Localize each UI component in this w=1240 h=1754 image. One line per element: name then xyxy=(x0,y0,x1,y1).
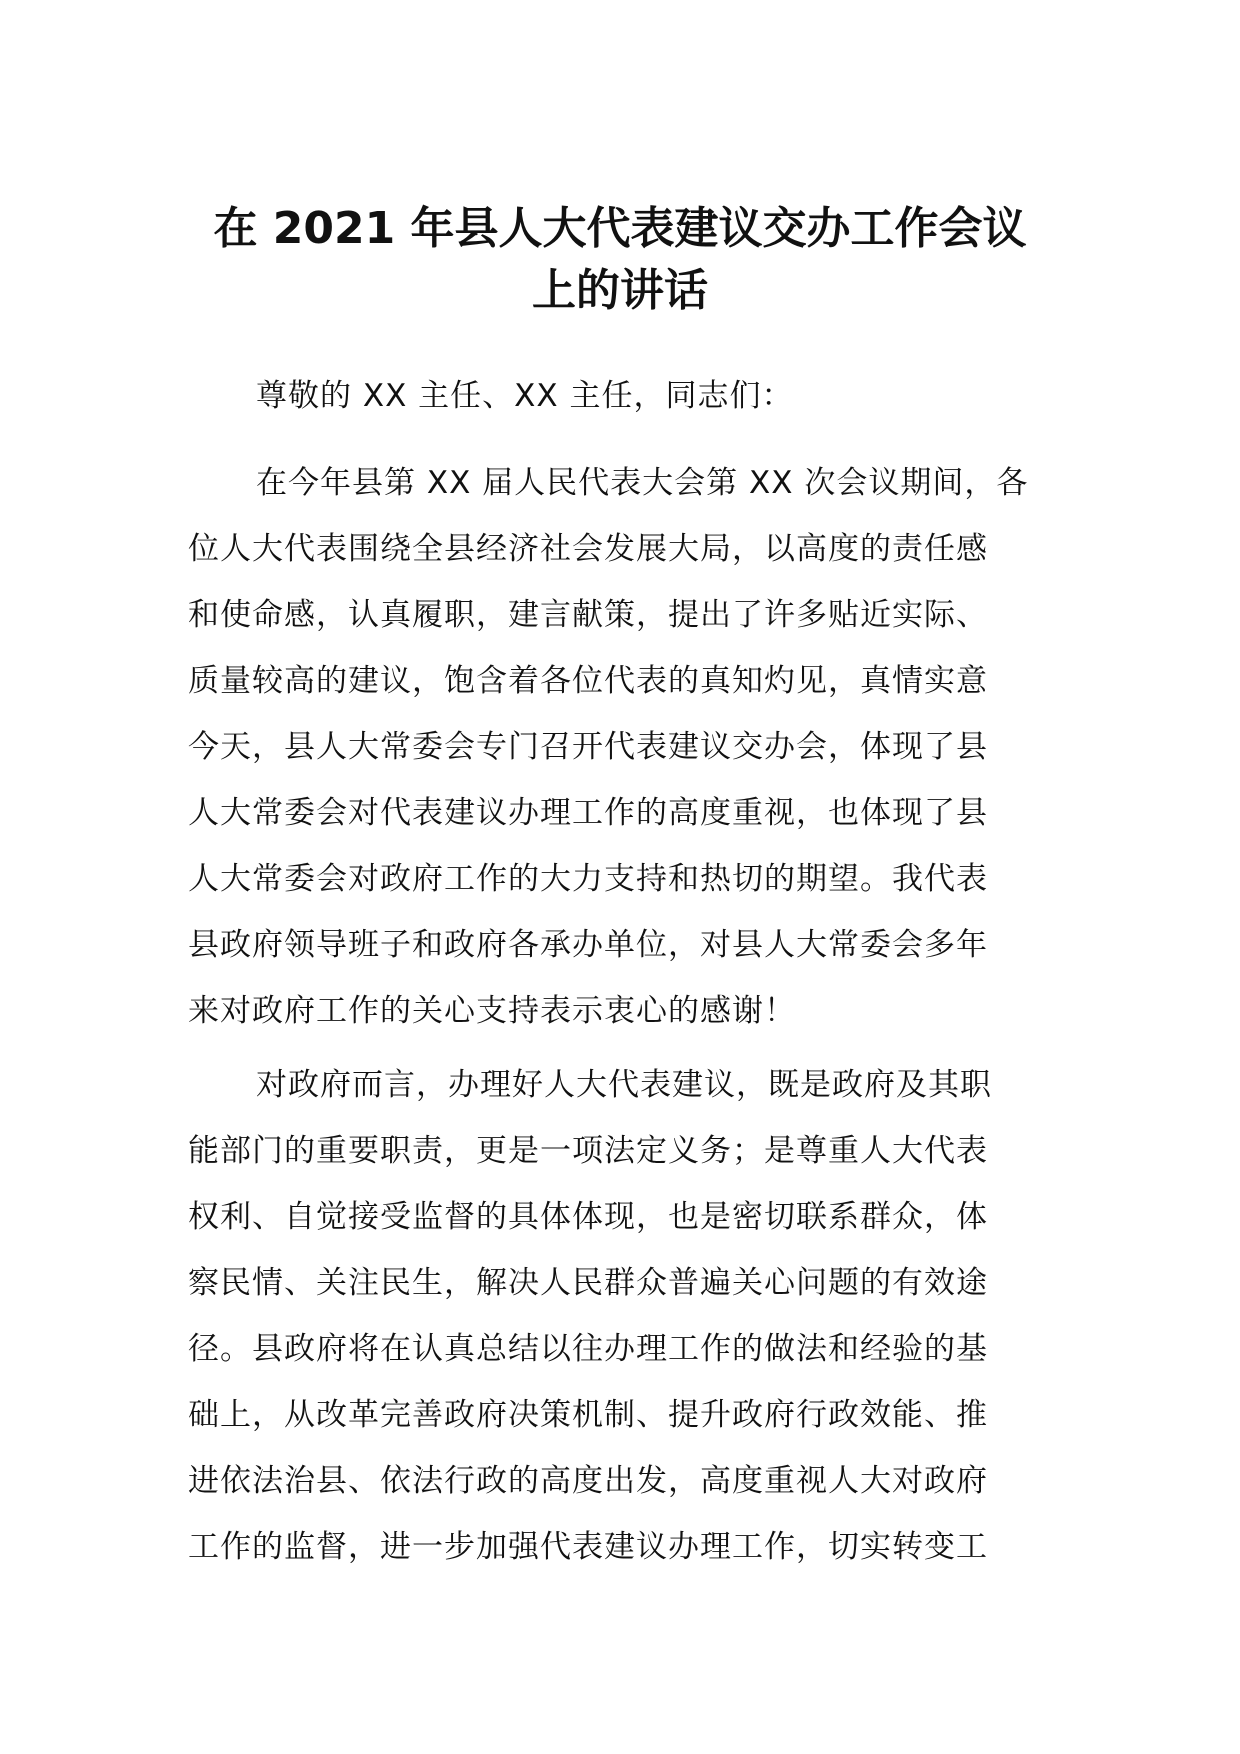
paragraph-line: 察民情、关注民生，解决人民群众普遍关心问题的有效途 xyxy=(188,1265,988,1301)
paragraph-line: 来对政府工作的关心支持表示衷心的感谢！ xyxy=(188,993,796,1029)
paragraph-line: 今天，县人大常委会专门召开代表建议交办会，体现了县 xyxy=(188,729,988,765)
title-line: 在 2021 年县人大代表建议交办工作会议 xyxy=(213,203,1027,254)
paragraph-line: 县政府领导班子和政府各承办单位，对县人大常委会多年 xyxy=(188,927,988,963)
paragraph-line: 质量较高的建议，饱含着各位代表的真知灼见，真情实意 xyxy=(188,663,988,699)
paragraph-2 xyxy=(188,1052,1058,1580)
paragraph-line: 础上，从改革完善政府决策机制、提升政府行政效能、推 xyxy=(188,1397,988,1433)
paragraph-line: 对政府而言，办理好人大代表建议，既是政府及其职 xyxy=(256,1067,992,1103)
paragraph-line: 权利、自觉接受监督的具体体现，也是密切联系群众，体 xyxy=(188,1199,988,1235)
paragraph-line: 进依法治县、依法行政的高度出发，高度重视人大对政府 xyxy=(188,1463,988,1499)
paragraph-line: 径。县政府将在认真总结以往办理工作的做法和经验的基 xyxy=(188,1331,988,1367)
paragraph-line: 工作的监督，进一步加强代表建议办理工作，切实转变工 xyxy=(188,1529,988,1565)
paragraph-line: 位人大代表围绕全县经济社会发展大局，以高度的责任感 xyxy=(188,531,988,567)
title-line: 上的讲话 xyxy=(532,265,708,316)
document-title xyxy=(185,198,1055,322)
salutation xyxy=(188,363,1058,429)
paragraph-line: 人大常委会对政府工作的大力支持和热切的期望。我代表 xyxy=(188,861,988,897)
paragraph-1 xyxy=(188,450,1058,1044)
paragraph-line: 在今年县第 XX 届人民代表大会第 XX 次会议期间，各 xyxy=(256,465,1029,501)
paragraph-line: 能部门的重要职责，更是一项法定义务；是尊重人大代表 xyxy=(188,1133,988,1169)
salutation-line: 尊敬的 XX 主任、XX 主任，同志们： xyxy=(256,378,794,414)
paragraph-line: 和使命感，认真履职，建言献策，提出了许多贴近实际、 xyxy=(188,597,988,633)
paragraph-line: 人大常委会对代表建议办理工作的高度重视，也体现了县 xyxy=(188,795,988,831)
